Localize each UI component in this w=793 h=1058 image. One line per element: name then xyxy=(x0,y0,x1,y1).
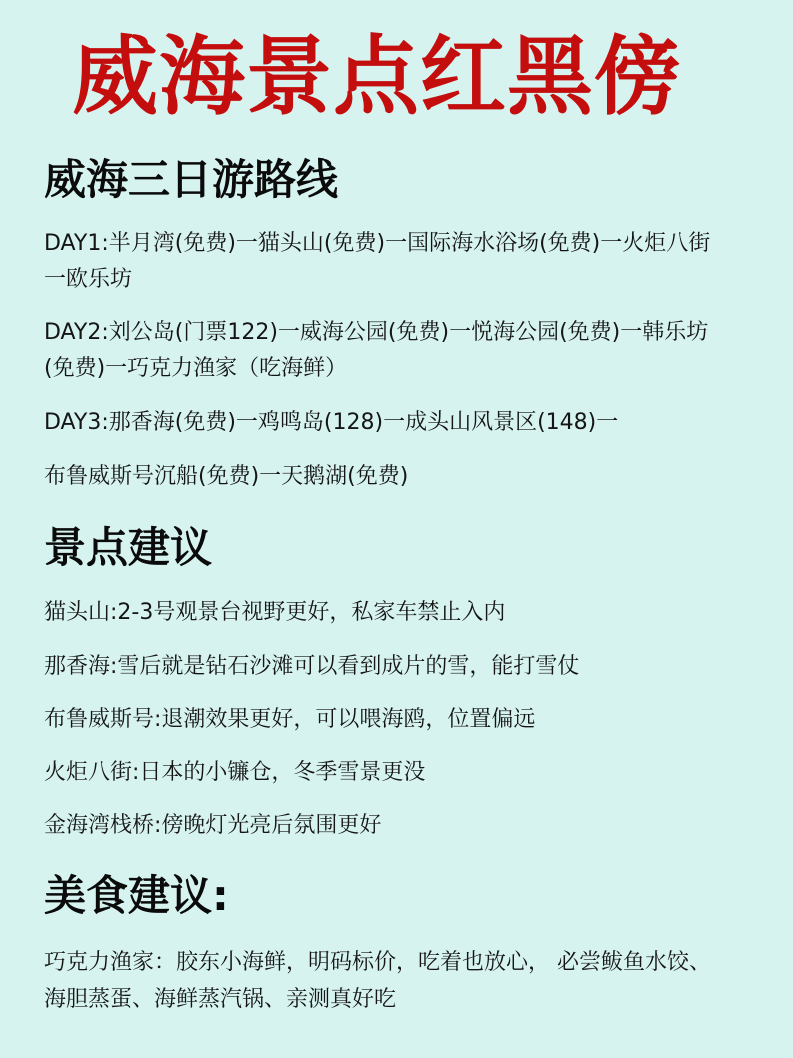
spot-suggestion: 金海湾栈桥:傍晚灯光亮后氛围更好 xyxy=(44,813,382,838)
route-heading: 威海三日游路线 xyxy=(44,155,339,204)
spot-suggestion: 猫头山:2-3号观景台视野更好，私家车禁止入内 xyxy=(44,600,506,625)
route-line: DAY1:半月湾(免费)一猫头山(免费)一国际海水浴场(免费)一火炬八街 xyxy=(44,231,711,256)
food-suggestion: 巧克力渔家：胶东小海鲜，明码标价，吃着也放心， 必尝鲅鱼水饺、 xyxy=(44,950,711,975)
route-line: DAY3:那香海(免费)一鸡鸣岛(128)一成头山风景区(148)一 xyxy=(44,410,619,435)
route-line: (免费)一巧克力渔家（吃海鲜） xyxy=(44,356,348,381)
food-heading: 美食建议: xyxy=(44,871,229,920)
route-line: DAY2:刘公岛(门票122)一威海公园(免费)一悦海公园(免费)一韩乐坊 xyxy=(44,320,709,345)
spot-suggestion: 布鲁威斯号:退潮效果更好，可以喂海鸥，位置偏远 xyxy=(44,707,536,732)
route-line: 一欧乐坊 xyxy=(44,267,133,292)
spot-suggestion: 火炬八街:日本的小镰仓，冬季雪景更没 xyxy=(44,760,426,785)
food-suggestion: 海胆蒸蛋、海鲜蒸汽锅、亲测真好吃 xyxy=(44,987,397,1012)
page-title: 威海景点红黑傍 xyxy=(72,27,681,127)
spot-suggestion: 那香海:雪后就是钻石沙滩可以看到成片的雪，能打雪仗 xyxy=(44,654,580,679)
route-line: 布鲁威斯号沉船(免费)一天鹅湖(免费) xyxy=(44,464,409,489)
spots-heading: 景点建议 xyxy=(44,523,213,572)
